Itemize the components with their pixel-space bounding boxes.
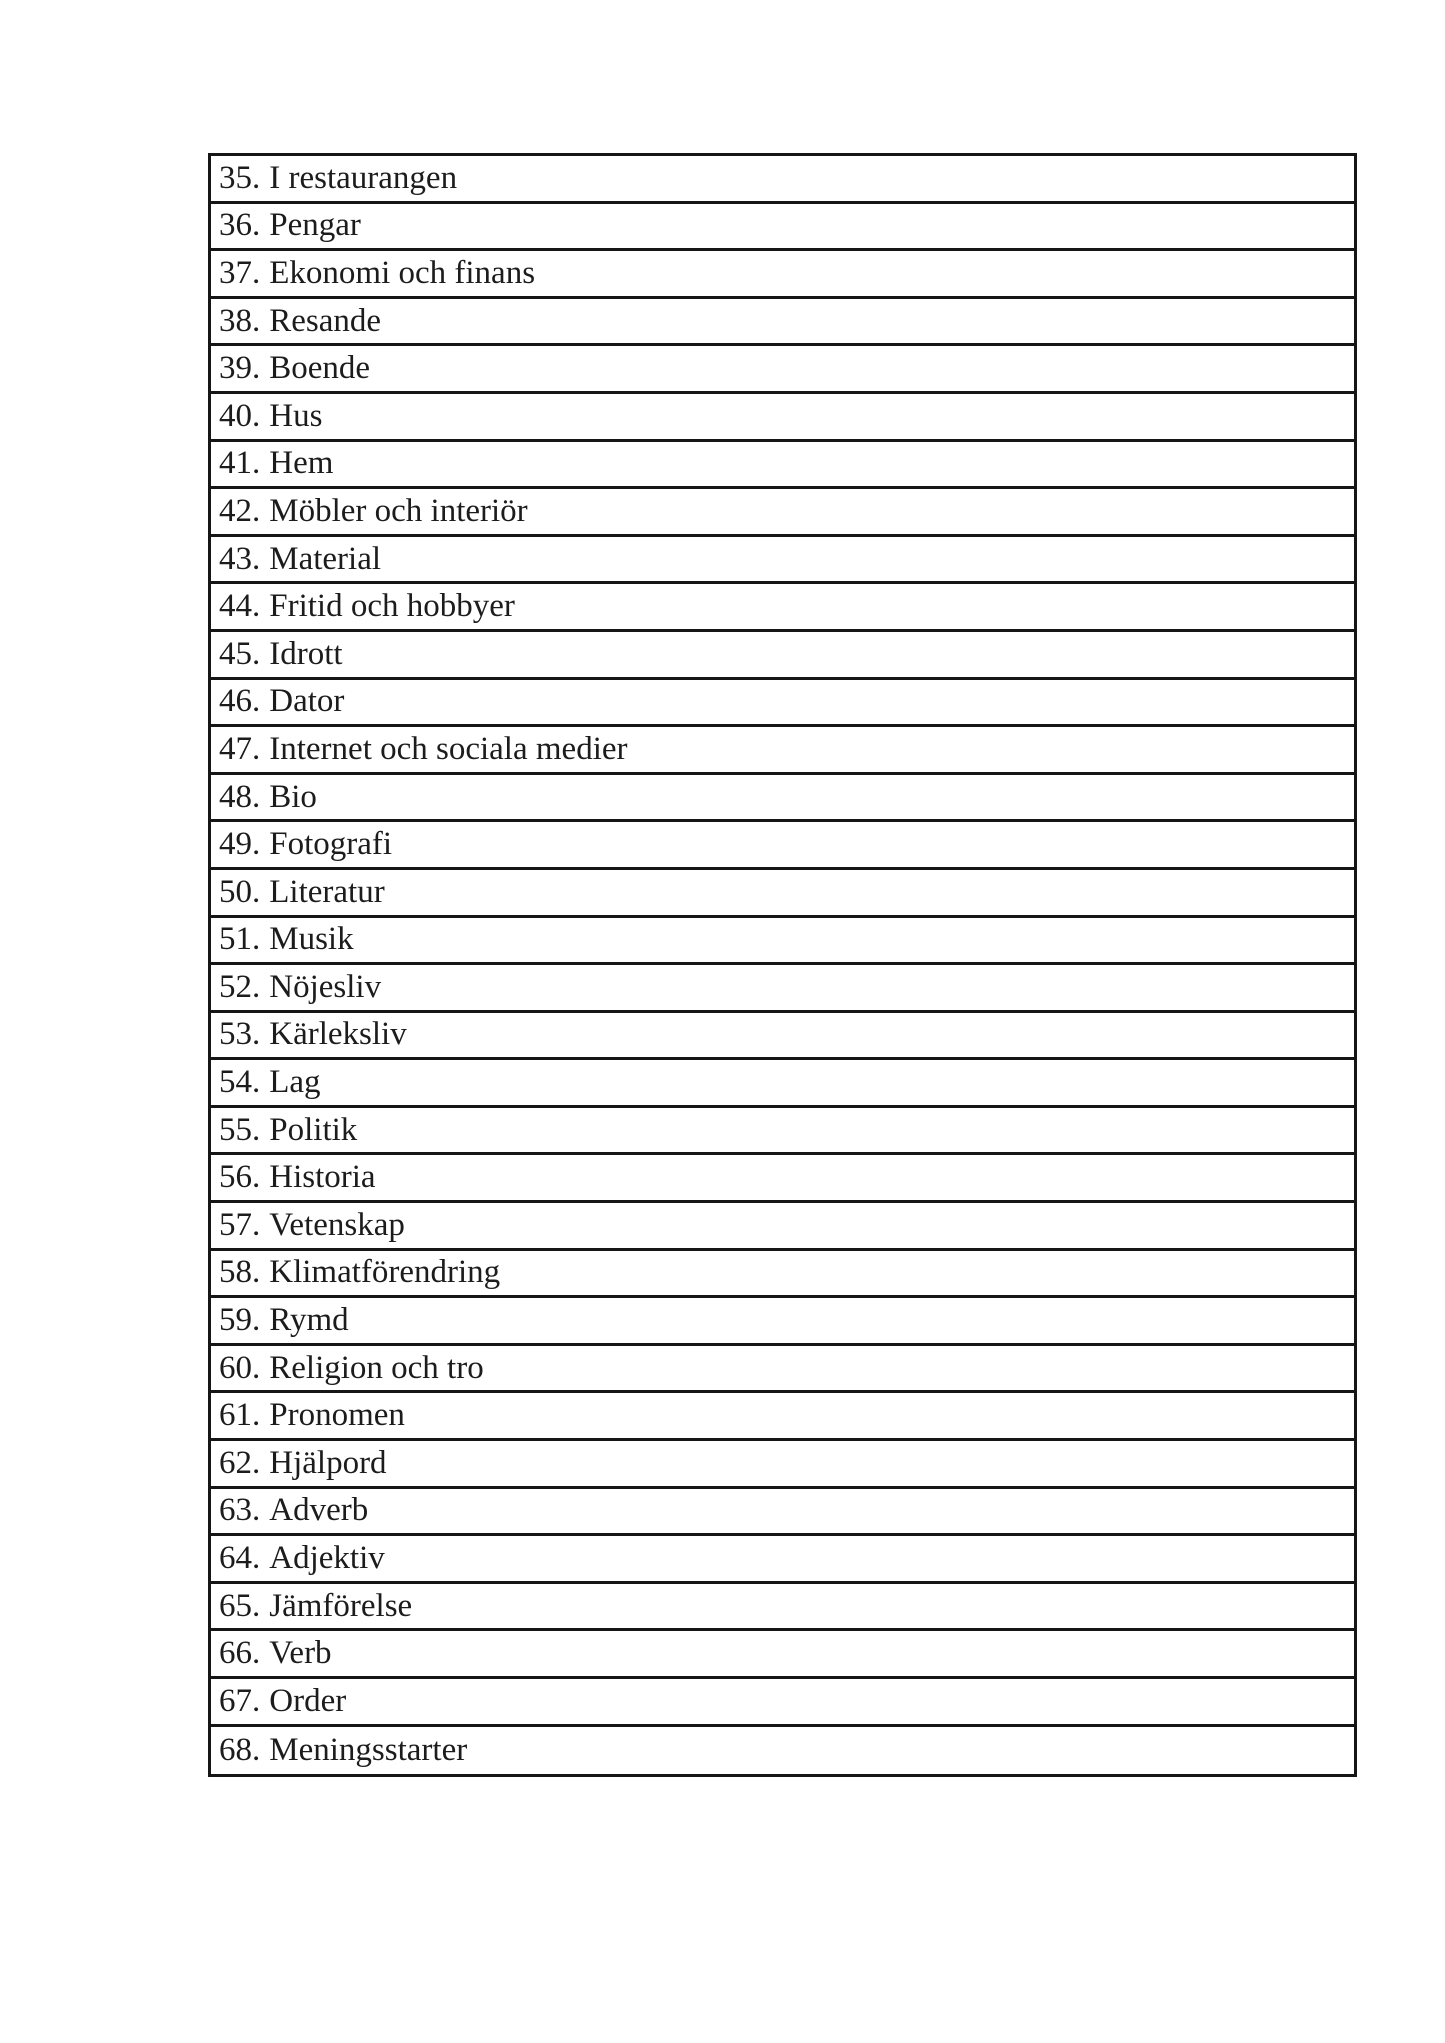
- row-title: Material: [269, 540, 382, 577]
- table-row: [211, 727, 1354, 775]
- row-title: Lag: [269, 1064, 321, 1101]
- row-title: Pronomen: [269, 1397, 405, 1434]
- row-title: Ekonomi och finans: [269, 254, 536, 291]
- row-title: I restaurangen: [269, 159, 458, 196]
- row-title: Resande: [269, 302, 382, 339]
- row-title: Jämförelse: [269, 1587, 413, 1624]
- row-number: 43.: [219, 540, 261, 577]
- row-number: 42.: [219, 492, 261, 529]
- row-title: Nöjesliv: [269, 968, 382, 1005]
- row-title: Internet och sociala medier: [269, 730, 628, 767]
- table-row: [211, 346, 1354, 394]
- table-row: [211, 1441, 1354, 1489]
- row-number: 52.: [219, 968, 261, 1005]
- row-number: 41.: [219, 445, 261, 482]
- table-row: [211, 1631, 1354, 1679]
- row-title: Politik: [269, 1111, 358, 1148]
- table-row: [211, 1584, 1354, 1632]
- table-row: [211, 1108, 1354, 1156]
- row-title: Pengar: [269, 207, 361, 244]
- row-number: 47.: [219, 730, 261, 767]
- row-number: 62.: [219, 1444, 261, 1481]
- row-title: Adverb: [269, 1492, 369, 1529]
- row-title: Vetenskap: [269, 1206, 405, 1243]
- table-row: [211, 775, 1354, 823]
- table-row: [211, 1013, 1354, 1061]
- row-number: 35.: [219, 159, 261, 196]
- table-row: [211, 1203, 1354, 1251]
- table-row: [211, 870, 1354, 918]
- table-row: [211, 822, 1354, 870]
- row-number: 49.: [219, 826, 261, 863]
- row-title: Historia: [269, 1159, 376, 1196]
- row-number: 37.: [219, 254, 261, 291]
- row-number: 44.: [219, 588, 261, 625]
- table-row: [211, 1155, 1354, 1203]
- row-title: Adjektiv: [269, 1540, 385, 1577]
- row-number: 48.: [219, 778, 261, 815]
- table-row: [211, 442, 1354, 490]
- row-number: 39.: [219, 350, 261, 387]
- table-row: [211, 680, 1354, 728]
- row-title: Boende: [269, 350, 371, 387]
- row-title: Hjälpord: [269, 1444, 387, 1481]
- row-title: Fotografi: [269, 826, 393, 863]
- row-number: 63.: [219, 1492, 261, 1529]
- row-number: 36.: [219, 207, 261, 244]
- row-number: 58.: [219, 1254, 261, 1291]
- table-row: [211, 584, 1354, 632]
- table-row: [211, 1251, 1354, 1299]
- table-row: [211, 204, 1354, 252]
- table-row: [211, 1489, 1354, 1537]
- topics-table: [208, 153, 1357, 1777]
- table-row: [211, 918, 1354, 966]
- row-title: Musik: [269, 921, 354, 958]
- row-number: 66.: [219, 1635, 261, 1672]
- row-title: Hem: [269, 445, 334, 482]
- table-row: [211, 299, 1354, 347]
- row-number: 38.: [219, 302, 261, 339]
- row-number: 40.: [219, 397, 261, 434]
- table-row: [211, 394, 1354, 442]
- table-row: [211, 965, 1354, 1013]
- table-row: [211, 1536, 1354, 1584]
- row-number: 46.: [219, 683, 261, 720]
- row-title: Dator: [269, 683, 345, 720]
- table-row: [211, 1679, 1354, 1727]
- table-row: [211, 156, 1354, 204]
- table-row: [211, 1727, 1354, 1775]
- row-title: Verb: [269, 1635, 332, 1672]
- row-title: Fritid och hobbyer: [269, 588, 515, 625]
- row-title: Literatur: [269, 873, 385, 910]
- row-title: Hus: [269, 397, 323, 434]
- row-title: Idrott: [269, 635, 343, 672]
- row-title: Religion och tro: [269, 1349, 484, 1386]
- row-number: 50.: [219, 873, 261, 910]
- table-row: [211, 632, 1354, 680]
- row-title: Order: [269, 1682, 347, 1719]
- table-row: [211, 1298, 1354, 1346]
- table-row: [211, 1060, 1354, 1108]
- row-number: 51.: [219, 921, 261, 958]
- table-row: [211, 251, 1354, 299]
- row-title: Möbler och interiör: [269, 492, 528, 529]
- row-title: Meningsstarter: [269, 1731, 468, 1768]
- row-title: Klimatförendring: [269, 1254, 501, 1291]
- row-title: Bio: [269, 778, 317, 815]
- row-number: 54.: [219, 1064, 261, 1101]
- row-number: 68.: [219, 1731, 261, 1768]
- row-number: 56.: [219, 1159, 261, 1196]
- table-row: [211, 489, 1354, 537]
- row-number: 65.: [219, 1587, 261, 1624]
- table-row: [211, 1346, 1354, 1394]
- table-row: [211, 1393, 1354, 1441]
- row-number: 57.: [219, 1206, 261, 1243]
- row-number: 59.: [219, 1302, 261, 1339]
- row-number: 64.: [219, 1540, 261, 1577]
- row-number: 55.: [219, 1111, 261, 1148]
- table-row: [211, 537, 1354, 585]
- row-number: 61.: [219, 1397, 261, 1434]
- row-number: 45.: [219, 635, 261, 672]
- row-title: Kärleksliv: [269, 1016, 407, 1053]
- row-number: 60.: [219, 1349, 261, 1386]
- row-number: 67.: [219, 1682, 261, 1719]
- row-title: Rymd: [269, 1302, 349, 1339]
- row-number: 53.: [219, 1016, 261, 1053]
